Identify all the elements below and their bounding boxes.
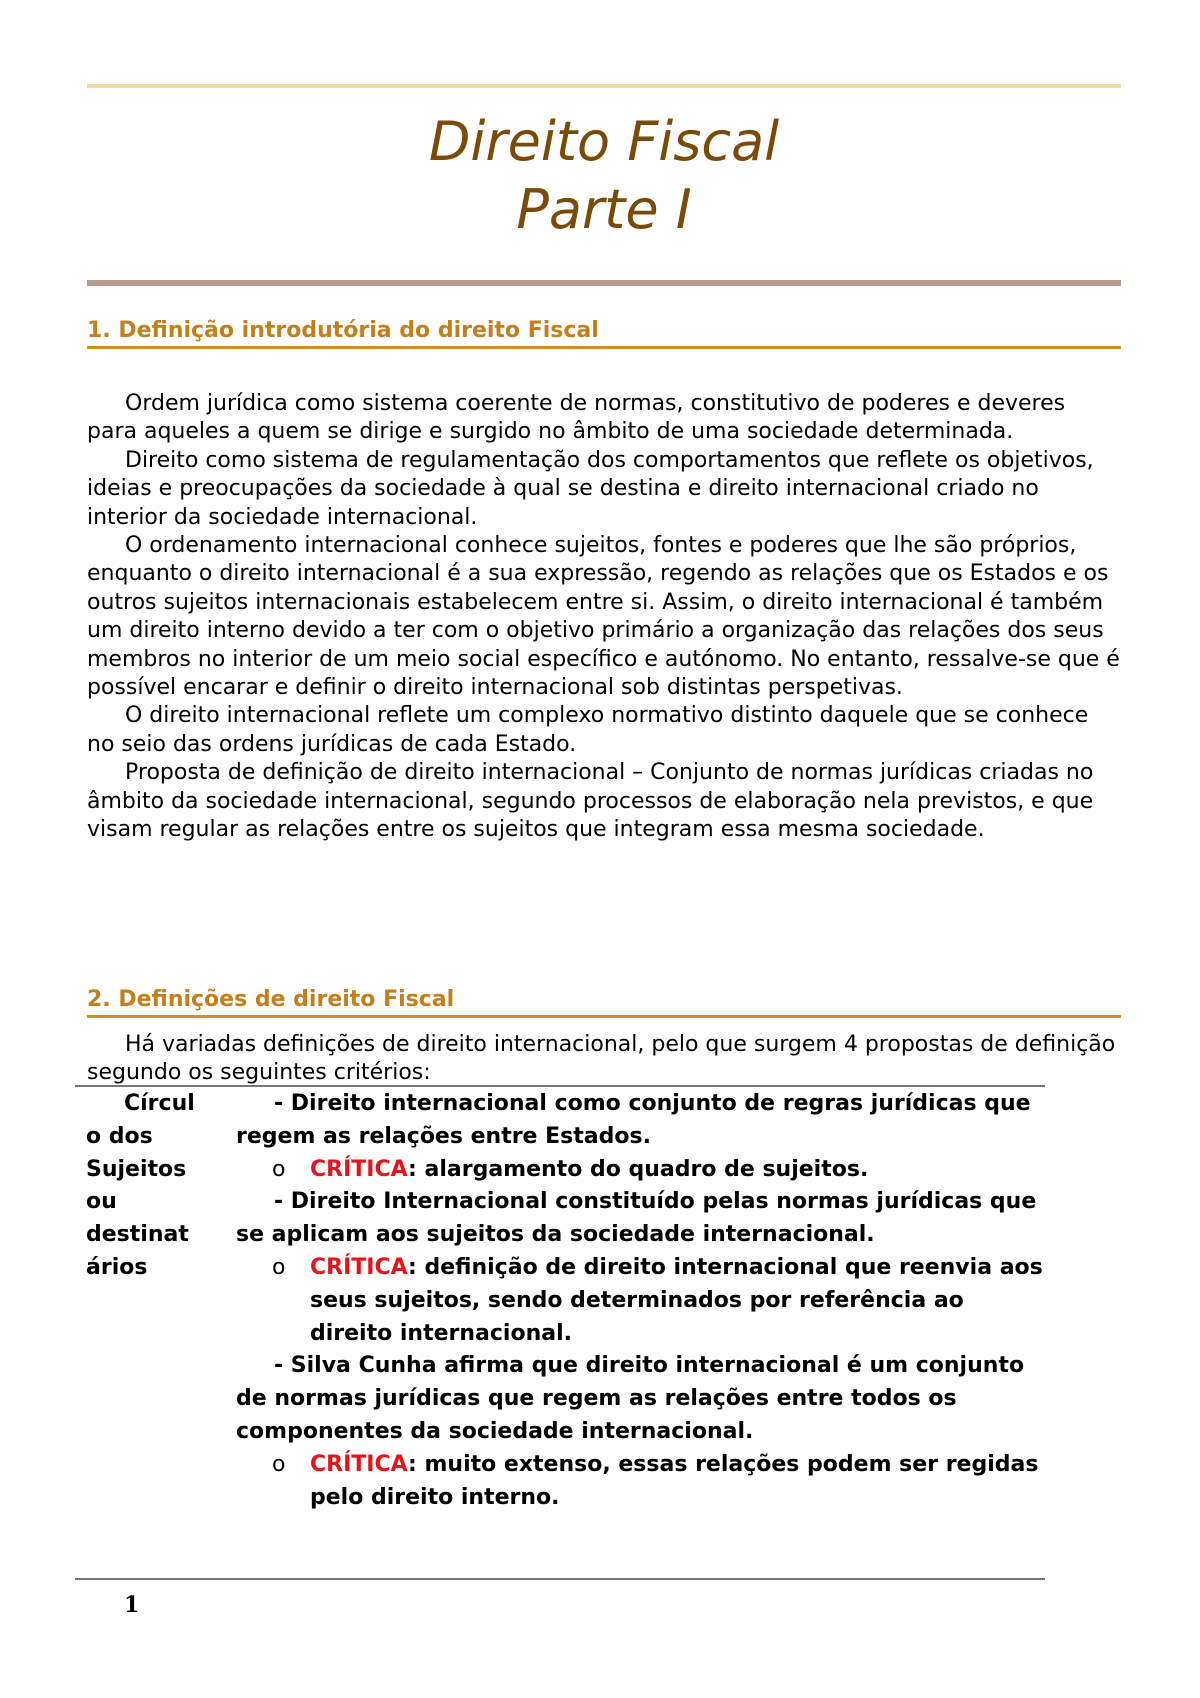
section-1-body — [87, 390, 1121, 845]
criterion-label-line: Sujeitos — [86, 1156, 187, 1182]
critica-label: CRÍTICA — [310, 1254, 409, 1280]
critique-item — [236, 1449, 1046, 1515]
paragraph: Há variadas definições de direito internacional, pelo que surgem 4 propostas de definição segundo os seguintes critérios: — [87, 1032, 1116, 1086]
definition-item: - Direito Internacional constituído pelas normas jurídicas que se aplicam aos sujeitos da sociedade internacional. — [236, 1189, 1037, 1248]
paragraph: O direito internacional reflete um complexo normativo distinto daquele que se conhece no seio das ordens jurídicas de cada Estado. — [87, 703, 1089, 757]
circle-bullet-icon: o — [272, 1156, 286, 1182]
definition-item: - Silva Cunha afirma que direito internacional é um conjunto de normas jurídicas que regem as relações entre todos os componentes da sociedade internacional. — [236, 1353, 1025, 1444]
section-1-heading: 1. Definição introdutória do direito Fiscal — [87, 316, 1121, 349]
criterion-label-line: Círcul — [124, 1091, 195, 1116]
critique-text: : muito extenso, essas relações podem ser regidas pelo direito interno. — [310, 1451, 1039, 1510]
page-number: 1 — [124, 1592, 140, 1618]
criteria-table-top-border — [75, 1085, 1045, 1087]
document-title — [87, 108, 1121, 244]
circle-bullet-icon: o — [272, 1451, 286, 1477]
paragraph: Ordem jurídica como sistema coerente de normas, constitutivo de poderes e deveres para aqueles a quem se dirige e surgido no âmbito de uma sociedade determinada. — [87, 391, 1066, 445]
title-bottom-rule — [87, 280, 1121, 286]
paragraph: O ordenamento internacional conhece sujeitos, fontes e poderes que lhe são próprios, enquanto o direito internacional é a sua expressão, regendo as relações que os Estados e os outros sujeitos internacionais estabelecem entre si. Assim, o direito internacional é também um direito interno devido a ter com o objetivo primário a organização das relações dos seus membros no interior de um meio social específico e autónomo. No entanto, ressalve-se que é possível encarar e definir o direito internacional sob distintas perspetivas. — [87, 533, 1120, 701]
paragraph: Direito como sistema de regulamentação dos comportamentos que reflete os objetivos, ideias e preocupações da sociedade à qual se destina e direito internacional criado no interior da sociedade internacional. — [87, 447, 1094, 530]
title-line-2: Parte I — [516, 178, 692, 241]
paragraph: Proposta de definição de direito internacional – Conjunto de normas jurídicas criadas no âmbito da sociedade internacional, segundo processos de elaboração nela previstos, e que visam regular as relações entre os sujeitos que integram essa mesma sociedade. — [87, 760, 1094, 843]
critica-label: CRÍTICA — [310, 1156, 409, 1182]
footer-rule — [75, 1578, 1045, 1580]
critique-item — [236, 1252, 1046, 1350]
critique-text: : definição de direito internacional que reenvia aos seus sujeitos, sendo determinados por referência ao direito internacional. — [310, 1254, 1043, 1346]
criterion-label-line: destinat — [86, 1222, 189, 1248]
criterion-label-line: o dos — [86, 1123, 153, 1149]
criterion-content — [236, 1088, 1046, 1514]
critica-label: CRÍTICA — [310, 1451, 409, 1477]
criterion-label-line: ários — [86, 1254, 148, 1280]
critique-item — [236, 1154, 1046, 1187]
section-2-intro — [87, 1031, 1121, 1088]
definition-item: - Direito internacional como conjunto de regras jurídicas que regem as relações entre Estados. — [236, 1091, 1031, 1149]
circle-bullet-icon: o — [272, 1254, 286, 1280]
section-2-heading: 2. Definições de direito Fiscal — [87, 985, 1121, 1018]
criterion-label — [86, 1088, 206, 1285]
top-decorative-rule — [87, 84, 1121, 88]
title-line-1: Direito Fiscal — [428, 110, 780, 173]
criterion-label-line: ou — [86, 1189, 117, 1215]
critique-text: : alargamento do quadro de sujeitos. — [408, 1156, 869, 1182]
